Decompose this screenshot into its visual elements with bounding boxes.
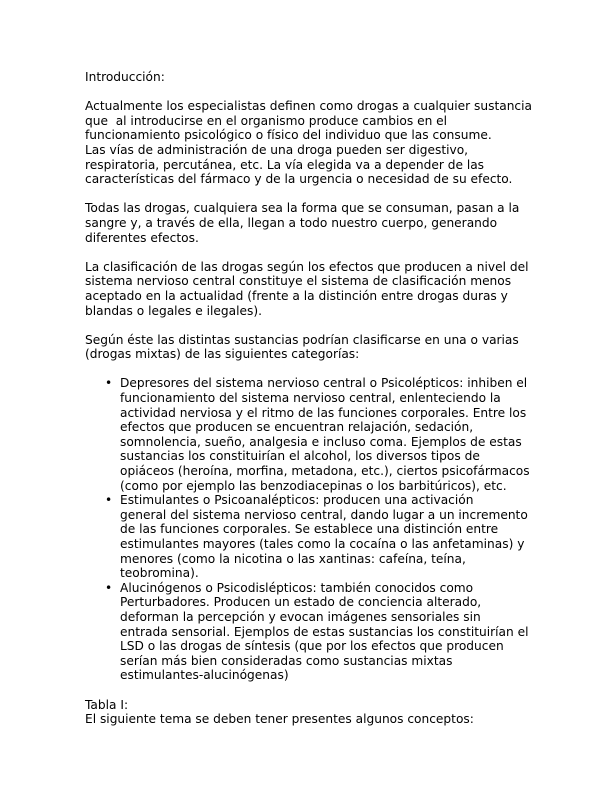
categories-list — [85, 376, 530, 683]
text-line: menores (como la nicotina o las xantinas: cafeína, teína, — [120, 551, 466, 566]
text-line: (drogas mixtas) de las siguientes categorías: — [85, 347, 360, 362]
text-line: Estimulantes o Psicoanalépticos: producen una activación — [120, 493, 474, 508]
text-line: La clasificación de las drogas según los efectos que producen a nivel del — [85, 259, 529, 274]
text-line: funcionamiento psicológico o físico del individuo que las consume. — [85, 128, 492, 143]
text-line: somnolencia, sueño, analgesia e incluso coma. Ejemplos de estas — [120, 434, 522, 449]
paragraph-classification — [85, 259, 529, 318]
text-line: general del sistema nervioso central, dando lugar a un incremento — [120, 507, 528, 522]
text-line: sustancias los constituirían el alcohol, los diversos tipos de — [120, 449, 480, 464]
text-line: características del fármaco y de la urgencia o necesidad de su efecto. — [85, 172, 513, 187]
list-item-depresores — [85, 376, 530, 493]
text-line: LSD o las drogas de síntesis (que por los efectos que producen — [120, 639, 504, 654]
bullet-icon: • — [105, 493, 113, 508]
text-line: actividad nerviosa y el ritmo de las funciones corporales. Entre los — [120, 405, 527, 420]
text-line: teobromina). — [120, 566, 199, 581]
text-line: estimulantes mayores (tales como la cocaína o las anfetaminas) y — [120, 537, 525, 551]
document-page — [85, 70, 532, 727]
text-line: deforman la percepción y evocan imágenes sensoriales sin — [120, 609, 481, 624]
text-line: estimulantes-alucinógenas) — [120, 668, 289, 683]
text-line: Depresores del sistema nervioso central o Psicolépticos: inhiben el — [120, 376, 528, 391]
text-line: Perturbadores. Producen un estado de conciencia alterado, — [120, 595, 482, 610]
closing-line: El siguiente tema se deben tener presentes algunos conceptos: — [85, 712, 474, 727]
text-line: aceptado en la actualidad (frente a la distinción entre drogas duras y — [85, 288, 508, 303]
text-line: serían más bien consideradas como sustancias mixtas — [120, 653, 453, 668]
text-line: Todas las drogas, cualquiera sea la forma que se consuman, pasan a la — [85, 201, 520, 216]
bullet-icon: • — [105, 376, 113, 391]
text-line: de las funciones corporales. Se establece una distinción entre — [120, 522, 499, 537]
list-item-estimulantes — [85, 493, 528, 581]
text-line: opiáceos (heroína, morfina, metadona, etc.), ciertos psicofármacos — [120, 464, 530, 479]
paragraph-definition — [85, 99, 532, 187]
text-line: (como por ejemplo las benzodiacepinas o los barbitúricos), etc. — [120, 478, 507, 493]
text-line: blandas o legales e ilegales). — [85, 303, 262, 318]
text-line: entrada sensorial. Ejemplos de estas sustancias los constituirían el — [120, 624, 529, 639]
text-line: sistema nervioso central constituye el sistema de clasificación menos — [85, 274, 512, 289]
table-label: Tabla I: — [85, 697, 129, 712]
list-item-alucinogenos — [85, 580, 529, 683]
text-line: diferentes efectos. — [85, 230, 199, 245]
paragraph-categories-intro — [85, 333, 525, 362]
text-line: Las vías de administración de una droga pueden ser digestivo, — [85, 142, 469, 157]
bullet-icon: • — [105, 580, 113, 595]
text-line: Actualmente los especialistas definen como drogas a cualquier sustancia — [85, 99, 532, 114]
text-line: sangre y, a través de ella, llegan a todo nuestro cuerpo, generando — [85, 215, 498, 230]
text-line: Alucinógenos o Psicodislépticos: también conocidos como — [120, 580, 474, 595]
text-line: funcionamiento del sistema nervioso central, enlenteciendo la — [120, 391, 501, 406]
text-line: que al introducirse en el organismo produce cambios en el — [85, 113, 448, 128]
text-line: efectos que producen se encuentran relajación, sedación, — [120, 420, 474, 435]
paragraph-blood — [85, 201, 525, 245]
text-line: Según éste las distintas sustancias podrían clasificarse en una o varias — [85, 332, 519, 347]
page-heading: Introducción: — [85, 70, 165, 84]
text-line: respiratoria, percutánea, etc. La vía elegida va a depender de las — [85, 157, 485, 172]
